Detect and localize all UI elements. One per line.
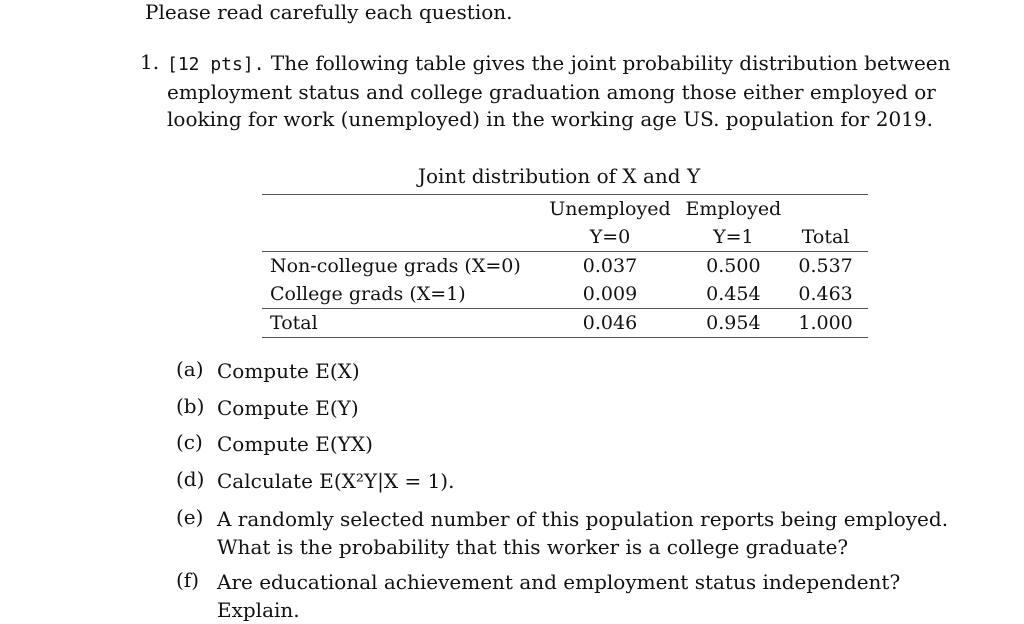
table-row — [262, 280, 868, 309]
row-label: Total — [262, 309, 536, 338]
joint-distribution-table — [262, 194, 868, 338]
part-tag: (d) — [176, 467, 205, 491]
question-number: 1. — [140, 50, 160, 74]
table-row — [262, 252, 868, 281]
part-tag: (a) — [176, 357, 204, 381]
header-cell — [262, 195, 536, 224]
table-cell: 0.046 — [536, 309, 683, 338]
intro-text: Please read carefully each question. — [145, 0, 513, 24]
table-header-row — [262, 195, 868, 224]
table-cell: 0.954 — [684, 309, 784, 338]
table-cell: 0.009 — [582, 283, 638, 305]
table-cell: 0.454 — [706, 283, 761, 305]
part-tag: (b) — [176, 394, 205, 418]
table-caption: Joint distribution of X and Y — [418, 164, 701, 188]
part-tag: (c) — [176, 430, 203, 454]
table-cell: 0.537 — [783, 252, 868, 281]
table-cell: 0.500 — [684, 252, 784, 281]
header-cell: Y=0 — [589, 226, 631, 248]
question-text: The following table gives the joint probability distribution between employment status and college graduation among those either employed or looking for work (unemployed) in the working age US. population for 2019. — [167, 51, 951, 131]
header-cell: Employed — [684, 195, 784, 224]
header-cell: Y=1 — [713, 226, 754, 248]
table-cell: 1.000 — [783, 309, 868, 338]
part-text: Are educational achievement and employment status independent? Explain. — [217, 570, 901, 622]
part-tag: (e) — [176, 505, 204, 529]
table-subheader-row — [262, 223, 868, 252]
table-cell: 0.463 — [798, 283, 853, 305]
question-body — [167, 50, 962, 134]
header-cell: Total — [801, 226, 850, 248]
part-text: Compute E(Y) — [217, 396, 359, 420]
part-tag: (f) — [176, 568, 200, 592]
header-cell — [262, 223, 536, 252]
header-cell: Unemployed — [536, 195, 683, 224]
row-label: Non-collegue grads (X=0) — [262, 252, 536, 281]
header-cell — [783, 195, 868, 224]
part-text: Compute E(X) — [217, 359, 360, 383]
table-row — [262, 309, 868, 338]
part-text: Calculate E(X²Y|X = 1). — [217, 469, 455, 493]
row-label: College grads (X=1) — [270, 283, 466, 305]
question-points: [12 pts]. — [167, 54, 265, 75]
table-cell: 0.037 — [536, 252, 683, 281]
part-text: A randomly selected number of this population reports being employed. What is the probability that this worker is a college graduate? — [217, 507, 949, 559]
part-text: Compute E(YX) — [217, 432, 373, 456]
